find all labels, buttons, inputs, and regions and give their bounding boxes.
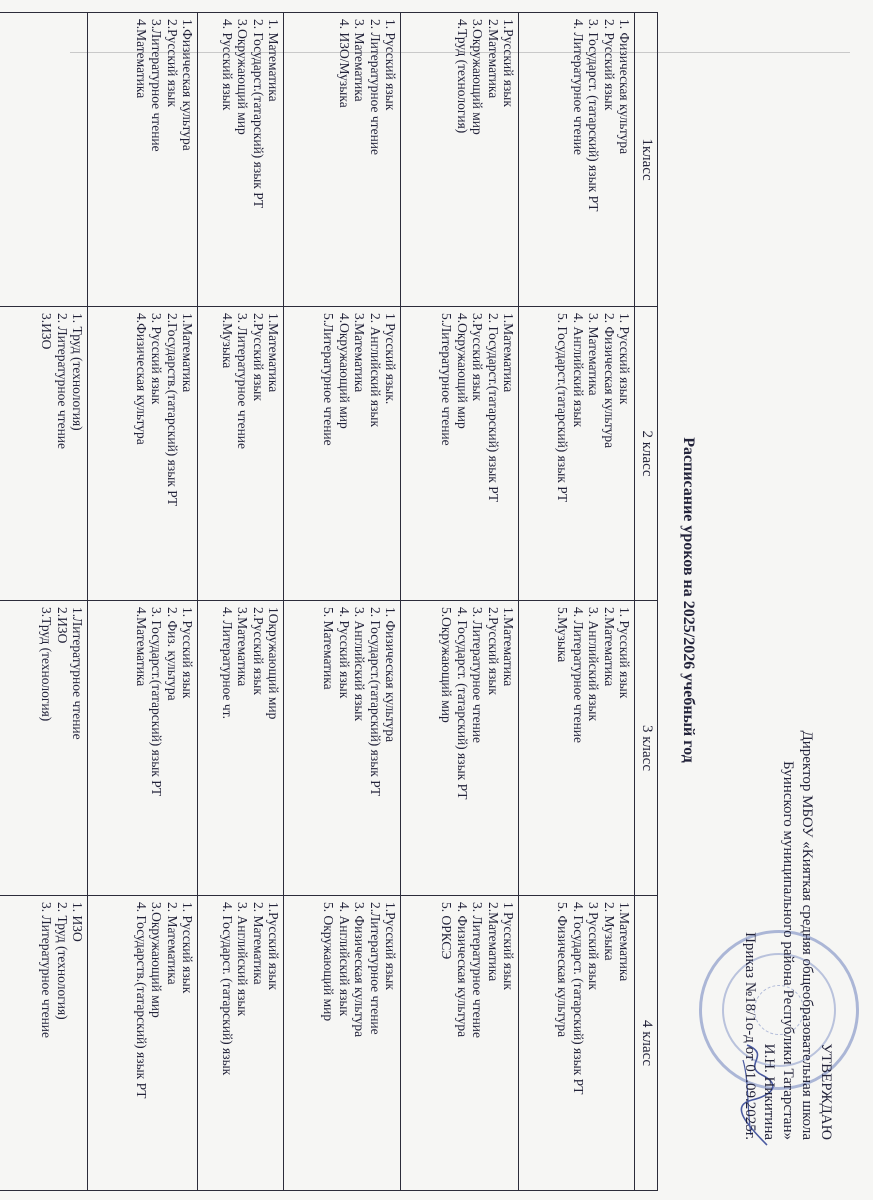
lesson-entry: 2.Государств.(татарский) язык РТ <box>165 313 180 507</box>
lesson-entry: 4. Русский язык <box>337 607 352 699</box>
lesson-entry: 1 Русский язык. <box>383 313 399 405</box>
schedule-cell <box>519 896 635 1191</box>
lesson-entry: 2.Литературное чтение <box>368 902 383 1035</box>
lesson-entry: 3.Математика <box>235 607 251 687</box>
lesson-entry: 3. Физическая культура <box>352 902 368 1038</box>
lesson-entry: 2.ИЗО <box>55 607 70 644</box>
lesson-entry: 3. Английский язык <box>352 607 368 722</box>
lesson-entry: 1 Русский язык <box>501 902 517 990</box>
lesson-entry: 3. Литературное чтение <box>470 902 486 1039</box>
lesson-entry: 1.Математика <box>501 313 517 393</box>
column-header: 2 класс <box>635 307 658 601</box>
schedule-cell <box>198 307 284 601</box>
approval-line: Директор МБОУ «Кияткая средняя общеобразовательная школа <box>799 730 815 1140</box>
lesson-entry: 1. Русский язык <box>383 19 399 111</box>
lesson-entry: 1.Математика <box>180 313 196 393</box>
lesson-entry: 2.Русский язык <box>251 313 266 401</box>
lesson-entry: 4. Государст. (татарский) язык РТ <box>571 902 586 1095</box>
lesson-entry: 1.Русский язык <box>383 902 399 990</box>
schedule-cell <box>519 307 635 601</box>
lesson-entry: 1.Русский язык <box>501 19 517 107</box>
lesson-entry: 2. Русский язык <box>602 19 617 111</box>
schedule-cell <box>0 896 88 1191</box>
approval-line: Буинского муниципального района Республики Татарстан» <box>780 761 796 1140</box>
lesson-entry: 4.Математика <box>134 607 149 687</box>
lesson-entry: 3.Математика <box>352 313 368 393</box>
lesson-entry: 1. Русский язык <box>617 607 633 699</box>
schedule-cell <box>284 307 401 601</box>
lesson-entry: 1. Русский язык <box>180 902 196 994</box>
lesson-entry: 1. Физическая культура <box>383 607 399 743</box>
lesson-entry: 2.Математика <box>602 607 617 687</box>
day-row <box>519 13 635 1191</box>
day-row <box>284 13 401 1191</box>
lesson-entry: 2. Труд (технология) <box>55 902 70 1020</box>
lesson-entry: 4. Государст. (татарский) язык <box>220 902 235 1076</box>
lesson-entry: 1Окружающий мир <box>266 607 282 720</box>
lesson-entry: 3.Окружающий мир <box>470 19 486 135</box>
lesson-entry: 1.Математика <box>266 313 282 393</box>
approval-heading: УТВЕРЖДАЮ <box>818 1043 834 1140</box>
schedule-cell <box>0 13 88 307</box>
schedule-cell <box>88 896 198 1191</box>
day-row <box>88 13 198 1191</box>
lesson-entry: 3.Окружающий мир <box>235 19 251 135</box>
schedule-cell <box>88 13 198 307</box>
lesson-entry: 3. Государст. (татарский) язык РТ <box>586 19 602 212</box>
lesson-entry: 3. Математика <box>352 19 368 102</box>
lesson-entry: 4. Английский язык <box>571 313 586 428</box>
lesson-entry: 2.Математика <box>486 19 501 99</box>
schedule-table <box>0 12 658 1191</box>
lesson-entry: 1.Математика <box>501 607 517 687</box>
lesson-entry: 1.Физическая культура <box>180 19 196 151</box>
lesson-entry: 4. Физическая культура <box>455 902 470 1038</box>
page-title: Расписание уроков на 2025/2026 учебный год <box>680 437 697 763</box>
schedule-cell <box>284 13 401 307</box>
lesson-entry: 3.Литературное чтение <box>149 19 165 152</box>
schedule-cell <box>401 13 519 307</box>
lesson-entry: 2.Русский язык <box>486 607 501 695</box>
lesson-entry: 2. Физическая культура <box>602 313 617 449</box>
lesson-entry: 2. Государст.(татарский) язык РТ <box>368 607 383 797</box>
lesson-entry: 2. Музыка <box>602 902 617 961</box>
lesson-entry: 2.Математика <box>486 902 501 982</box>
schedule-cell <box>88 601 198 896</box>
lesson-entry: 3. Русский язык <box>149 313 165 405</box>
lesson-entry: 3. Математика <box>586 313 602 396</box>
lesson-entry: 4. Английский язык <box>337 902 352 1017</box>
lesson-entry: 4.Окружающий мир <box>337 313 352 429</box>
lesson-entry: 5.Музыка <box>555 607 571 663</box>
lesson-entry: 3.Русский язык <box>470 313 486 401</box>
lesson-entry: 3.Окружающий мир <box>149 902 165 1018</box>
lesson-entry: 2. Математика <box>165 902 180 985</box>
lesson-entry: 1. Русский язык <box>617 313 633 405</box>
column-header: 4 класс <box>635 896 658 1191</box>
lesson-entry: 1. Труд (технология) <box>70 313 86 431</box>
approval-line: И.Н. Никитина <box>761 1043 777 1140</box>
schedule-cell <box>401 601 519 896</box>
lesson-entry: 4. Русский язык <box>220 19 235 111</box>
lesson-entry: 4. Литературное чтение <box>571 19 586 156</box>
lesson-entry: 2. Физ. культура <box>165 607 180 701</box>
lesson-entry: 3. Английский язык <box>235 902 251 1017</box>
lesson-entry: 4.Музыка <box>220 313 235 369</box>
lesson-entry: 4. Литературное чт. <box>220 607 235 719</box>
lesson-entry: 5. ОРКСЭ <box>439 902 455 960</box>
lesson-entry: 2. Литературное чтение <box>368 19 383 156</box>
schedule-cell <box>0 307 88 601</box>
lesson-entry: 4. Литературное чтение <box>571 607 586 744</box>
lesson-entry: 3.ИЗО <box>39 313 55 350</box>
approval-line: Приказ №18/1о-д от 01.09.2025г. <box>742 932 758 1140</box>
column-header: 3 класс <box>635 601 658 896</box>
lesson-entry: 2. Литературное чтение <box>55 313 70 450</box>
schedule-cell <box>198 13 284 307</box>
lesson-entry: 5.Литературное чтение <box>439 313 455 446</box>
lesson-entry: 3. Литературное чтение <box>39 902 55 1039</box>
schedule-cell <box>519 601 635 896</box>
schedule-cell <box>401 307 519 601</box>
day-row <box>401 13 519 1191</box>
lesson-entry: 5.Литературное чтение <box>321 313 337 446</box>
day-row <box>0 13 88 1191</box>
approval-block <box>740 0 835 1140</box>
day-row <box>198 13 284 1191</box>
lesson-entry: 5. Окружающий мир <box>321 902 337 1022</box>
lesson-entry: 5. Государст.(татарский) язык РТ <box>555 313 571 503</box>
lesson-entry: 1.Математика <box>617 902 633 982</box>
lesson-entry: 2.Русский язык <box>165 19 180 107</box>
lesson-entry: 4. ИЗО/Музыка <box>337 19 352 108</box>
lesson-entry: 4.Труд (технология) <box>455 19 470 134</box>
lesson-entry: 1. Математика <box>266 19 282 102</box>
lesson-entry: 4. Государств.(татарский) язык РТ <box>134 902 149 1099</box>
schedule-cell <box>284 896 401 1191</box>
lesson-entry: 2. Государст.(татарский) язык РТ <box>251 19 266 209</box>
lesson-entry: 3. Английский язык <box>586 607 602 722</box>
lesson-entry: 5.Окружающий мир <box>439 607 455 723</box>
schedule-cell <box>401 896 519 1191</box>
lesson-entry: 3. Литературное чтение <box>470 607 486 744</box>
schedule-cell <box>519 13 635 307</box>
lesson-entry: 5. Математика <box>321 607 337 690</box>
lesson-entry: 3.Труд (технология) <box>39 607 55 722</box>
schedule-cell <box>88 307 198 601</box>
lesson-entry: 4.Окружающий мир <box>455 313 470 429</box>
schedule-cell <box>0 601 88 896</box>
lesson-entry: 3. Государст.(татарский) язык РТ <box>149 607 165 797</box>
lesson-entry: 2. Государст.(татарский) язык РТ <box>486 313 501 503</box>
lesson-entry: 1. ИЗО <box>70 902 86 942</box>
lesson-entry: 2. Математика <box>251 902 266 985</box>
schedule-cell <box>198 601 284 896</box>
schedule-cell <box>284 601 401 896</box>
lesson-entry: 4.Математика <box>134 19 149 99</box>
header-row <box>635 13 658 1191</box>
column-header: 1класс <box>635 13 658 307</box>
lesson-entry: 1.Литературное чтение <box>70 607 86 740</box>
lesson-entry: 4. Государст. (татарский) язык РТ <box>455 607 470 800</box>
lesson-entry: 5. Физическая культура <box>555 902 571 1038</box>
lesson-entry: 3. Литературное чтение <box>235 313 251 450</box>
lesson-entry: 3 Русский язык <box>586 902 602 990</box>
lesson-entry: 1. Физическая культура <box>617 19 633 155</box>
lesson-entry: 2. Английский язык <box>368 313 383 428</box>
lesson-entry: 1. Русский язык <box>180 607 196 699</box>
schedule-cell <box>198 896 284 1191</box>
lesson-entry: 1.Русский язык <box>266 902 282 990</box>
lesson-entry: 2.Русский язык <box>251 607 266 695</box>
lesson-entry: 4.Физическая культура <box>134 313 149 445</box>
